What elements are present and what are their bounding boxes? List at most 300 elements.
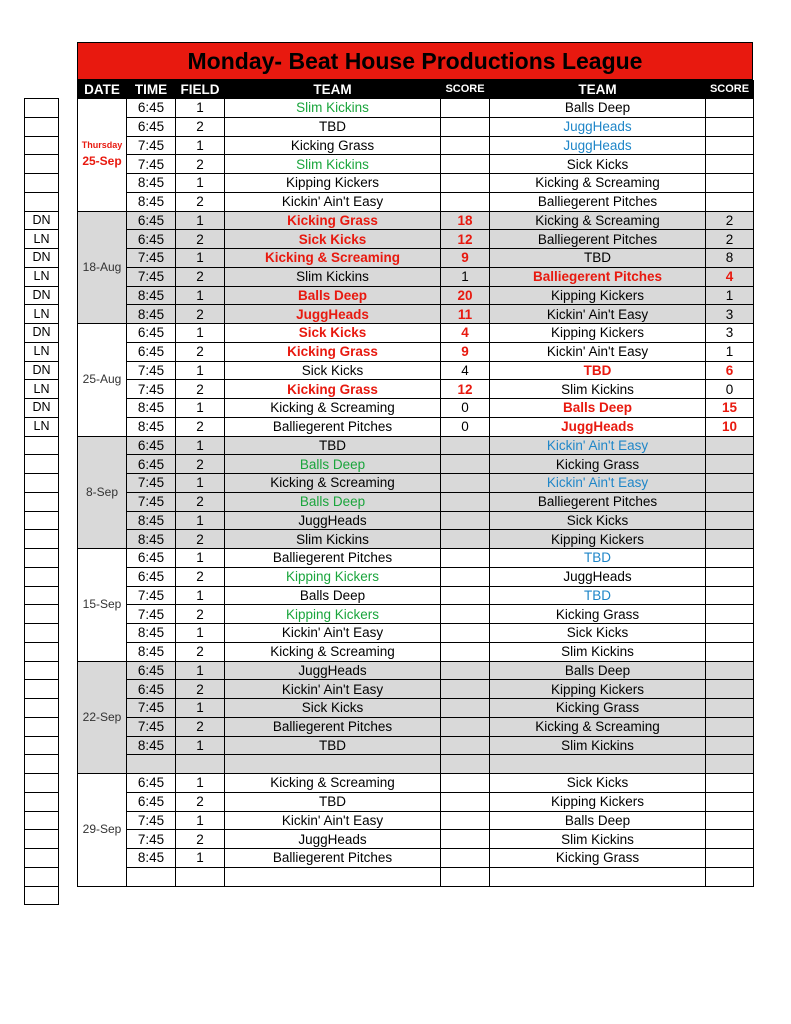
date-cell: 29-Sep bbox=[78, 774, 127, 887]
time-cell: 6:45 bbox=[127, 342, 176, 361]
time-cell: 6:45 bbox=[127, 211, 176, 230]
game-row bbox=[78, 286, 754, 305]
game-row bbox=[78, 99, 754, 118]
team1-cell: Slim Kickins bbox=[225, 155, 441, 174]
side-label: DN bbox=[25, 249, 59, 268]
time-cell: 7:45 bbox=[127, 136, 176, 155]
score1-cell bbox=[441, 811, 490, 830]
score2-cell bbox=[706, 642, 754, 661]
game-row bbox=[78, 567, 754, 586]
team1-cell: TBD bbox=[225, 117, 441, 136]
field-cell: 1 bbox=[176, 549, 225, 568]
score1-cell bbox=[441, 774, 490, 793]
score1-cell bbox=[441, 567, 490, 586]
side-row bbox=[25, 286, 59, 305]
team2-cell: Balliegerent Pitches bbox=[490, 230, 706, 249]
field-cell: 2 bbox=[176, 230, 225, 249]
score1-cell bbox=[441, 717, 490, 736]
side-label bbox=[25, 867, 59, 886]
side-label bbox=[25, 605, 59, 624]
team1-cell: Kicking & Screaming bbox=[225, 399, 441, 418]
side-row bbox=[25, 530, 59, 549]
team2-cell: Kicking Grass bbox=[490, 455, 706, 474]
field-cell: 1 bbox=[176, 174, 225, 193]
team1-cell: Balls Deep bbox=[225, 492, 441, 511]
team1-cell: Sick Kicks bbox=[225, 324, 441, 343]
side-label bbox=[25, 99, 59, 118]
team1-cell: Sick Kicks bbox=[225, 230, 441, 249]
date-cell bbox=[78, 99, 127, 212]
field-cell: 1 bbox=[176, 474, 225, 493]
score2-cell bbox=[706, 755, 754, 774]
side-row bbox=[25, 755, 59, 774]
field-cell: 1 bbox=[176, 511, 225, 530]
time-cell: 8:45 bbox=[127, 849, 176, 868]
side-label bbox=[25, 530, 59, 549]
score1-cell bbox=[441, 174, 490, 193]
side-label bbox=[25, 830, 59, 849]
field-cell: 2 bbox=[176, 717, 225, 736]
team2-cell: Kicking Grass bbox=[490, 699, 706, 718]
time-cell: 7:45 bbox=[127, 605, 176, 624]
side-label bbox=[25, 792, 59, 811]
side-label bbox=[25, 549, 59, 568]
score2-cell: 1 bbox=[706, 286, 754, 305]
team2-cell: Balls Deep bbox=[490, 99, 706, 118]
score1-cell bbox=[441, 155, 490, 174]
side-label: DN bbox=[25, 211, 59, 230]
game-row bbox=[78, 680, 754, 699]
score1-cell bbox=[441, 474, 490, 493]
game-row bbox=[78, 211, 754, 230]
game-row bbox=[78, 811, 754, 830]
score2-cell bbox=[706, 774, 754, 793]
date-cell: 15-Sep bbox=[78, 549, 127, 662]
time-cell: 7:45 bbox=[127, 249, 176, 268]
score2-cell bbox=[706, 849, 754, 868]
week-date: 25-Sep bbox=[82, 154, 122, 169]
time-cell bbox=[127, 867, 176, 886]
side-row bbox=[25, 792, 59, 811]
team2-cell bbox=[490, 755, 706, 774]
team1-cell: TBD bbox=[225, 792, 441, 811]
team1-cell: Kicking Grass bbox=[225, 136, 441, 155]
score1-cell: 0 bbox=[441, 417, 490, 436]
field-cell: 2 bbox=[176, 417, 225, 436]
side-label: DN bbox=[25, 399, 59, 418]
page-title: Monday- Beat House Productions League bbox=[77, 42, 753, 80]
score2-cell: 15 bbox=[706, 399, 754, 418]
game-row bbox=[78, 230, 754, 249]
side-row bbox=[25, 586, 59, 605]
team1-cell: Kicking & Screaming bbox=[225, 474, 441, 493]
game-row bbox=[78, 699, 754, 718]
score1-cell bbox=[441, 699, 490, 718]
time-cell: 8:45 bbox=[127, 511, 176, 530]
time-cell: 8:45 bbox=[127, 736, 176, 755]
game-row bbox=[78, 530, 754, 549]
score2-header: SCORE bbox=[706, 81, 754, 99]
score1-cell: 1 bbox=[441, 267, 490, 286]
side-row bbox=[25, 511, 59, 530]
field-cell: 2 bbox=[176, 155, 225, 174]
team2-header: TEAM bbox=[490, 81, 706, 99]
team1-cell: Slim Kickins bbox=[225, 530, 441, 549]
time-cell: 7:45 bbox=[127, 811, 176, 830]
team2-cell: Sick Kicks bbox=[490, 624, 706, 643]
time-cell: 6:45 bbox=[127, 661, 176, 680]
side-row bbox=[25, 699, 59, 718]
game-row bbox=[78, 474, 754, 493]
side-row bbox=[25, 136, 59, 155]
side-label bbox=[25, 755, 59, 774]
game-row bbox=[78, 830, 754, 849]
side-label bbox=[25, 492, 59, 511]
side-row bbox=[25, 436, 59, 455]
team1-cell: JuggHeads bbox=[225, 661, 441, 680]
team2-cell: Kicking & Screaming bbox=[490, 174, 706, 193]
score2-cell bbox=[706, 811, 754, 830]
header-row bbox=[78, 81, 754, 99]
team1-cell: Kipping Kickers bbox=[225, 605, 441, 624]
time-cell: 7:45 bbox=[127, 267, 176, 286]
side-label bbox=[25, 774, 59, 793]
field-cell: 1 bbox=[176, 399, 225, 418]
team2-cell: Sick Kicks bbox=[490, 774, 706, 793]
team1-cell: Sick Kicks bbox=[225, 699, 441, 718]
field-cell: 2 bbox=[176, 117, 225, 136]
game-row bbox=[78, 792, 754, 811]
score1-cell bbox=[441, 117, 490, 136]
team1-cell: Balliegerent Pitches bbox=[225, 417, 441, 436]
score2-cell bbox=[706, 736, 754, 755]
side-label bbox=[25, 717, 59, 736]
score2-cell bbox=[706, 155, 754, 174]
side-row bbox=[25, 642, 59, 661]
side-row bbox=[25, 117, 59, 136]
team2-cell: Sick Kicks bbox=[490, 155, 706, 174]
side-row bbox=[25, 174, 59, 193]
field-cell: 2 bbox=[176, 267, 225, 286]
field-cell: 1 bbox=[176, 361, 225, 380]
side-label bbox=[25, 455, 59, 474]
score2-cell: 3 bbox=[706, 324, 754, 343]
time-cell: 7:45 bbox=[127, 380, 176, 399]
game-row bbox=[78, 755, 754, 774]
game-row bbox=[78, 511, 754, 530]
field-cell: 2 bbox=[176, 342, 225, 361]
time-cell: 6:45 bbox=[127, 455, 176, 474]
time-cell: 6:45 bbox=[127, 436, 176, 455]
team2-cell: Kicking Grass bbox=[490, 605, 706, 624]
game-row bbox=[78, 361, 754, 380]
game-row bbox=[78, 117, 754, 136]
side-label: LN bbox=[25, 342, 59, 361]
time-cell: 7:45 bbox=[127, 699, 176, 718]
score1-cell: 9 bbox=[441, 249, 490, 268]
side-row bbox=[25, 192, 59, 211]
side-row bbox=[25, 605, 59, 624]
field-cell: 2 bbox=[176, 455, 225, 474]
team1-cell: Kickin' Ain't Easy bbox=[225, 624, 441, 643]
score2-cell bbox=[706, 586, 754, 605]
score1-header: SCORE bbox=[441, 81, 490, 99]
team1-cell bbox=[225, 755, 441, 774]
field-cell: 2 bbox=[176, 792, 225, 811]
side-row bbox=[25, 717, 59, 736]
team1-cell: Kickin' Ain't Easy bbox=[225, 680, 441, 699]
game-row bbox=[78, 492, 754, 511]
score2-cell bbox=[706, 680, 754, 699]
team1-cell: JuggHeads bbox=[225, 830, 441, 849]
score1-cell bbox=[441, 624, 490, 643]
team2-cell: Slim Kickins bbox=[490, 642, 706, 661]
team2-cell: Kickin' Ain't Easy bbox=[490, 305, 706, 324]
time-cell: 6:45 bbox=[127, 774, 176, 793]
time-cell: 8:45 bbox=[127, 642, 176, 661]
team1-cell: Sick Kicks bbox=[225, 361, 441, 380]
field-cell: 1 bbox=[176, 586, 225, 605]
field-cell: 2 bbox=[176, 305, 225, 324]
team2-cell: Kickin' Ain't Easy bbox=[490, 342, 706, 361]
field-cell: 1 bbox=[176, 736, 225, 755]
side-label: LN bbox=[25, 417, 59, 436]
score1-cell bbox=[441, 642, 490, 661]
field-cell: 1 bbox=[176, 211, 225, 230]
date-cell: 8-Sep bbox=[78, 436, 127, 549]
team1-cell: Balliegerent Pitches bbox=[225, 717, 441, 736]
score2-cell bbox=[706, 830, 754, 849]
date-cell: 18-Aug bbox=[78, 211, 127, 324]
side-label bbox=[25, 174, 59, 193]
time-cell: 6:45 bbox=[127, 567, 176, 586]
team1-cell: Balliegerent Pitches bbox=[225, 849, 441, 868]
score1-cell bbox=[441, 492, 490, 511]
side-row bbox=[25, 830, 59, 849]
game-row bbox=[78, 642, 754, 661]
side-row bbox=[25, 249, 59, 268]
team1-cell: Slim Kickins bbox=[225, 99, 441, 118]
time-cell: 6:45 bbox=[127, 117, 176, 136]
side-label: LN bbox=[25, 305, 59, 324]
team2-cell: Kickin' Ain't Easy bbox=[490, 436, 706, 455]
time-cell: 7:45 bbox=[127, 474, 176, 493]
side-row bbox=[25, 774, 59, 793]
score2-cell: 3 bbox=[706, 305, 754, 324]
team2-cell: Slim Kickins bbox=[490, 380, 706, 399]
score1-cell bbox=[441, 511, 490, 530]
side-row bbox=[25, 455, 59, 474]
team2-cell: JuggHeads bbox=[490, 417, 706, 436]
score1-cell: 9 bbox=[441, 342, 490, 361]
side-row bbox=[25, 811, 59, 830]
side-label: LN bbox=[25, 267, 59, 286]
score2-cell: 0 bbox=[706, 380, 754, 399]
weekday-label: Thursday bbox=[81, 140, 123, 151]
score1-cell bbox=[441, 849, 490, 868]
team1-cell: TBD bbox=[225, 736, 441, 755]
field-cell bbox=[176, 755, 225, 774]
score2-cell bbox=[706, 699, 754, 718]
time-cell: 7:45 bbox=[127, 586, 176, 605]
side-label bbox=[25, 436, 59, 455]
side-row bbox=[25, 624, 59, 643]
game-row bbox=[78, 774, 754, 793]
team2-cell bbox=[490, 867, 706, 886]
side-row bbox=[25, 380, 59, 399]
game-row bbox=[78, 436, 754, 455]
time-cell: 6:45 bbox=[127, 680, 176, 699]
game-row bbox=[78, 867, 754, 886]
time-cell: 6:45 bbox=[127, 792, 176, 811]
side-row bbox=[25, 492, 59, 511]
time-cell: 7:45 bbox=[127, 492, 176, 511]
field-cell: 1 bbox=[176, 324, 225, 343]
score2-cell: 4 bbox=[706, 267, 754, 286]
side-label: DN bbox=[25, 324, 59, 343]
side-row bbox=[25, 305, 59, 324]
side-row bbox=[25, 155, 59, 174]
side-label bbox=[25, 886, 59, 905]
score1-cell bbox=[441, 530, 490, 549]
time-cell: 6:45 bbox=[127, 549, 176, 568]
score1-cell bbox=[441, 455, 490, 474]
score2-cell bbox=[706, 174, 754, 193]
field-cell: 2 bbox=[176, 492, 225, 511]
game-row bbox=[78, 549, 754, 568]
side-label bbox=[25, 117, 59, 136]
time-cell: 7:45 bbox=[127, 361, 176, 380]
game-row bbox=[78, 174, 754, 193]
score1-cell bbox=[441, 661, 490, 680]
side-row bbox=[25, 417, 59, 436]
time-cell: 7:45 bbox=[127, 155, 176, 174]
game-row bbox=[78, 849, 754, 868]
team2-cell: Slim Kickins bbox=[490, 736, 706, 755]
team1-cell: Kipping Kickers bbox=[225, 174, 441, 193]
time-cell: 8:45 bbox=[127, 530, 176, 549]
side-row bbox=[25, 342, 59, 361]
field-cell: 2 bbox=[176, 642, 225, 661]
score2-cell bbox=[706, 624, 754, 643]
side-row bbox=[25, 849, 59, 868]
team1-cell: Kicking Grass bbox=[225, 342, 441, 361]
time-cell: 7:45 bbox=[127, 830, 176, 849]
side-label bbox=[25, 155, 59, 174]
score1-cell: 4 bbox=[441, 361, 490, 380]
side-row bbox=[25, 267, 59, 286]
side-row bbox=[25, 211, 59, 230]
game-row bbox=[78, 661, 754, 680]
score2-cell bbox=[706, 717, 754, 736]
game-row bbox=[78, 717, 754, 736]
game-row bbox=[78, 324, 754, 343]
score2-cell bbox=[706, 436, 754, 455]
time-cell: 8:45 bbox=[127, 305, 176, 324]
score1-cell: 12 bbox=[441, 230, 490, 249]
side-row bbox=[25, 361, 59, 380]
side-row bbox=[25, 886, 59, 905]
team2-cell: Kicking Grass bbox=[490, 849, 706, 868]
score2-cell bbox=[706, 661, 754, 680]
side-label: DN bbox=[25, 286, 59, 305]
time-cell: 8:45 bbox=[127, 174, 176, 193]
side-row bbox=[25, 549, 59, 568]
field-header: FIELD bbox=[176, 81, 225, 99]
game-row bbox=[78, 342, 754, 361]
side-label bbox=[25, 511, 59, 530]
side-row bbox=[25, 661, 59, 680]
team2-cell: Kipping Kickers bbox=[490, 680, 706, 699]
team2-cell: Kipping Kickers bbox=[490, 530, 706, 549]
team1-cell: Kicking Grass bbox=[225, 211, 441, 230]
date-header: DATE bbox=[78, 81, 127, 99]
team2-cell: JuggHeads bbox=[490, 567, 706, 586]
score2-cell: 1 bbox=[706, 342, 754, 361]
team2-cell: Kickin' Ain't Easy bbox=[490, 474, 706, 493]
field-cell: 2 bbox=[176, 192, 225, 211]
score2-cell bbox=[706, 117, 754, 136]
side-label bbox=[25, 586, 59, 605]
score1-cell bbox=[441, 755, 490, 774]
time-cell: 6:45 bbox=[127, 99, 176, 118]
score2-cell bbox=[706, 549, 754, 568]
schedule-table bbox=[77, 80, 754, 887]
team1-cell: Kipping Kickers bbox=[225, 567, 441, 586]
score1-cell: 18 bbox=[441, 211, 490, 230]
time-cell: 8:45 bbox=[127, 417, 176, 436]
game-row bbox=[78, 305, 754, 324]
side-row bbox=[25, 324, 59, 343]
game-row bbox=[78, 380, 754, 399]
game-row bbox=[78, 586, 754, 605]
score2-cell: 2 bbox=[706, 230, 754, 249]
team2-cell: Balliegerent Pitches bbox=[490, 492, 706, 511]
game-row bbox=[78, 267, 754, 286]
team1-cell: TBD bbox=[225, 436, 441, 455]
time-header: TIME bbox=[127, 81, 176, 99]
side-label: LN bbox=[25, 230, 59, 249]
team1-cell: Slim Kickins bbox=[225, 267, 441, 286]
side-label bbox=[25, 849, 59, 868]
side-row bbox=[25, 567, 59, 586]
game-row bbox=[78, 136, 754, 155]
team1-cell bbox=[225, 867, 441, 886]
side-label bbox=[25, 624, 59, 643]
time-cell: 8:45 bbox=[127, 192, 176, 211]
field-cell: 2 bbox=[176, 605, 225, 624]
game-row bbox=[78, 399, 754, 418]
team2-cell: Kicking & Screaming bbox=[490, 211, 706, 230]
score1-cell bbox=[441, 736, 490, 755]
team2-cell: Balliegerent Pitches bbox=[490, 267, 706, 286]
team1-cell: Kicking Grass bbox=[225, 380, 441, 399]
score1-cell: 11 bbox=[441, 305, 490, 324]
score1-cell bbox=[441, 792, 490, 811]
field-cell: 1 bbox=[176, 699, 225, 718]
time-cell: 7:45 bbox=[127, 717, 176, 736]
score1-cell bbox=[441, 99, 490, 118]
team2-cell: Kipping Kickers bbox=[490, 324, 706, 343]
time-cell: 8:45 bbox=[127, 624, 176, 643]
side-label bbox=[25, 811, 59, 830]
side-row bbox=[25, 399, 59, 418]
score2-cell bbox=[706, 511, 754, 530]
time-cell bbox=[127, 755, 176, 774]
score1-cell bbox=[441, 436, 490, 455]
score2-cell bbox=[706, 567, 754, 586]
team2-cell: Balls Deep bbox=[490, 399, 706, 418]
